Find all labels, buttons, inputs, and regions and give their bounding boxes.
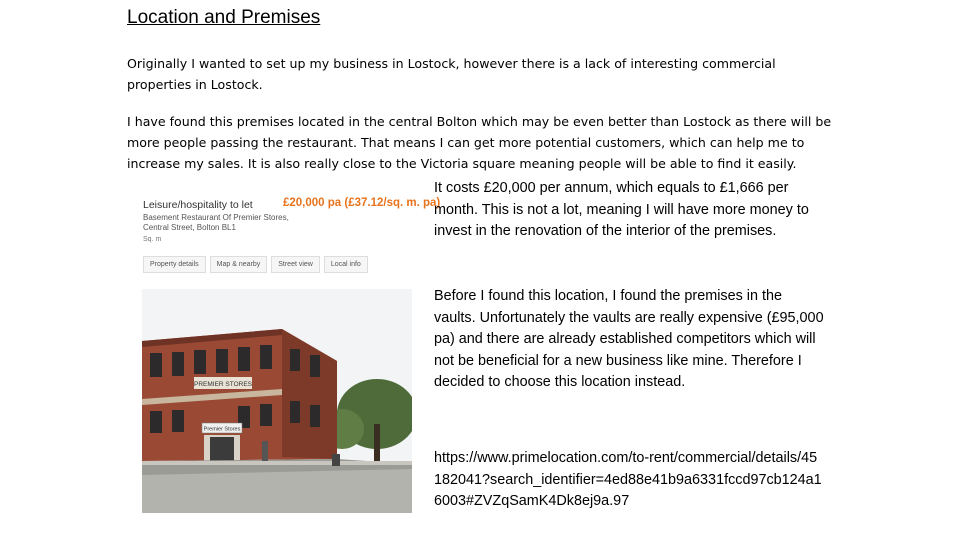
listing-tab-map[interactable]: Map & nearby	[210, 256, 268, 273]
intro-paragraph-1: Originally I wanted to set up my business in Lostock, however there is a lack of interesting commercial properties in Lostock.	[127, 56, 776, 92]
vaults-paragraph: Before I found this location, I found the premises in the vaults. Unfortunately the vaults are really expensive (£95,000 pa) and there are already established competitors which will not be beneficial for a new business like mine. Therefore I decided to choose this location instead.	[434, 288, 824, 390]
listing-size: Sq. m	[143, 236, 162, 243]
listing-price: £20,000 pa (£37.12/sq. m. pa)	[283, 197, 441, 209]
property-listing-card	[140, 188, 441, 278]
shop-sign-text: PREMIER STORES	[193, 381, 253, 388]
cost-paragraph: It costs £20,000 per annum, which equals to £1,666 per month. This is not a lot, meaning I will have more money to invest in the renovation of the interior of the premises.	[434, 180, 809, 239]
page-title: Location and Premises	[127, 7, 321, 28]
source-link[interactable]: https://www.primelocation.com/to-rent/commercial/details/45182041?search_identifier=4ed88e41b9a6331fccd97cb124a16003#ZVZqSamK4Dk8ej9a.97	[434, 450, 822, 509]
premises-photo	[142, 289, 412, 513]
listing-heading: Leisure/hospitality to let	[143, 199, 253, 211]
listing-tabs	[143, 256, 368, 273]
entrance-sign-text: Premier Stores	[203, 426, 241, 433]
intro-paragraph-2: I have found this premises located in the central Bolton which may be even better than Lostock as there will be more people passing the restaurant. That means I can get more potential customers, which can help me to increase my sales. It is also really close to the Victoria square meaning people will be able to find it easily.	[127, 114, 832, 171]
listing-address: Basement Restaurant Of Premier Stores, Central Street, Bolton BL1	[143, 213, 289, 232]
listing-tab-street-view[interactable]: Street view	[271, 256, 320, 273]
listing-tab-property-details[interactable]: Property details	[143, 256, 206, 273]
listing-tab-local-info[interactable]: Local info	[324, 256, 368, 273]
